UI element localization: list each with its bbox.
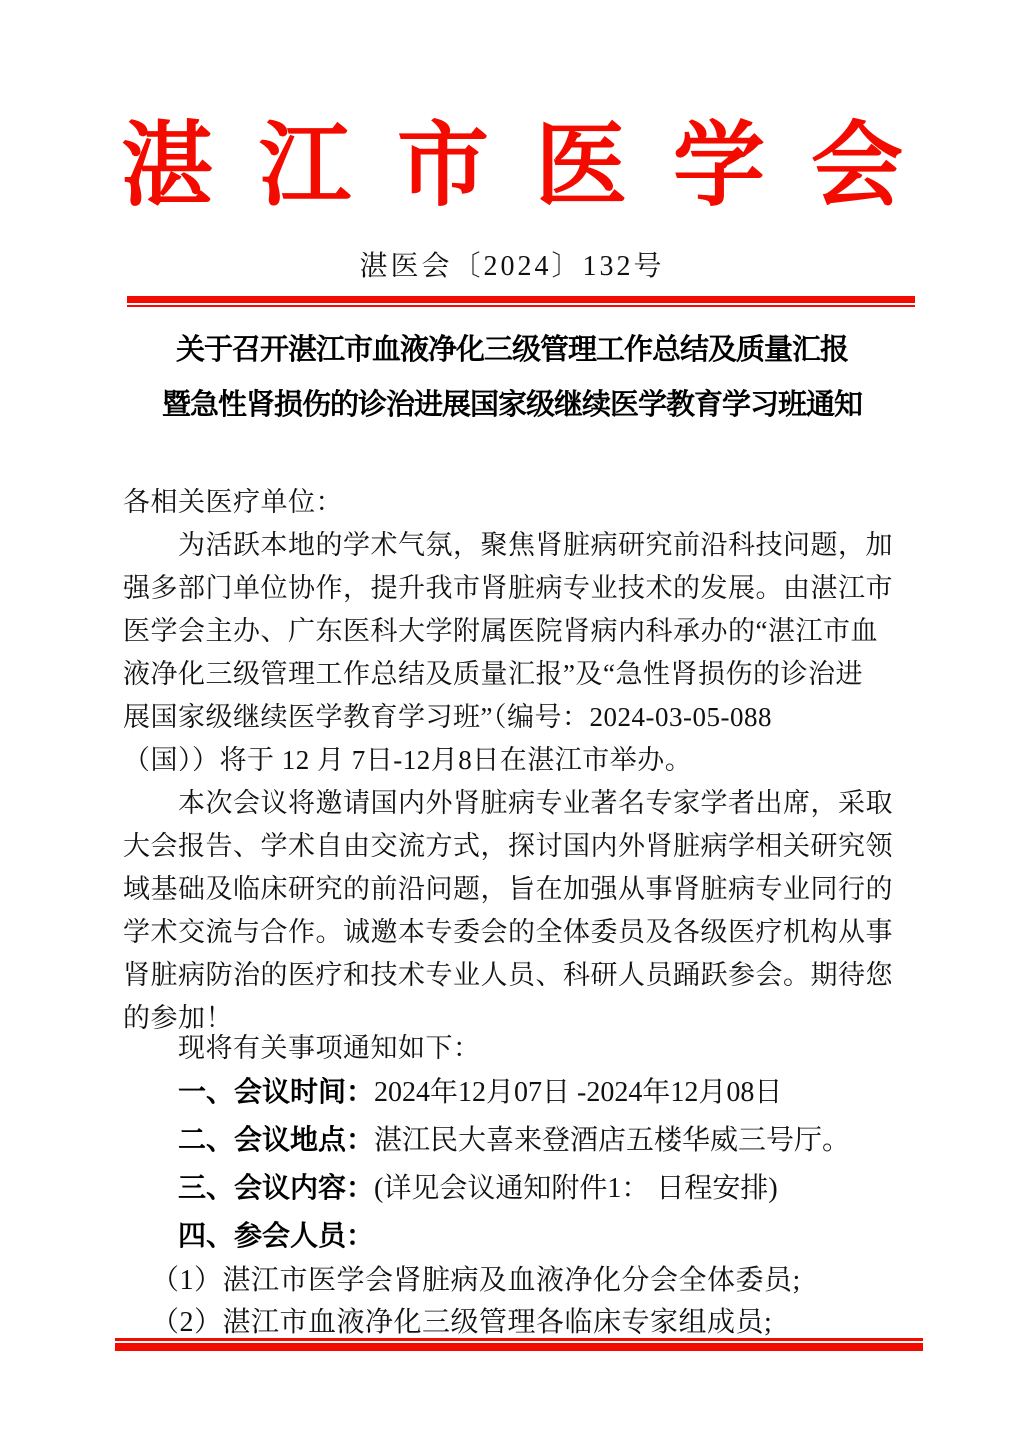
notice-item-2-label: 二、会议地点： — [178, 1124, 375, 1155]
paragraph-line: 学术交流与合作。诚邀本专委会的全体委员及各级医疗机构从事 — [123, 917, 893, 947]
document-title-line-2: 暨急性肾损伤的诊治进展国家级继续医学教育学习班通知 — [161, 389, 862, 421]
header-red-rule-thick — [127, 296, 915, 303]
notice-item-3 — [123, 1164, 913, 1212]
paragraph-line: 域基础及临床研究的前沿问题，旨在加强从事肾脏病专业同行的 — [123, 874, 893, 904]
paragraph-line: 强多部门单位协作，提升我市肾脏病专业技术的发展。由湛江市 — [123, 573, 893, 603]
paragraph-line: （国））将于 12 月 7日-12月8日在湛江市举办。 — [123, 745, 693, 775]
salutation: 各相关医疗单位： — [123, 487, 343, 517]
paragraph-line: 肾脏病防治的医疗和技术专业人员、科研人员踊跃参会。期待您 — [123, 960, 893, 990]
notice-item-4-label: 四、参会人员： — [178, 1220, 375, 1251]
document-body — [123, 481, 913, 1344]
notice-item-2-content: 湛江民大喜来登酒店五楼华威三号厅。 — [374, 1125, 851, 1156]
notice-item-2 — [123, 1116, 913, 1164]
document-title-line-1: 关于召开湛江市血液净化三级管理工作总结及质量汇报 — [175, 334, 848, 366]
document-number: 湛医会〔2024〕132号 — [359, 251, 665, 282]
notice-item-4 — [123, 1212, 913, 1260]
paragraph-line: 大会报告、学术自由交流方式，探讨国内外肾脏病学相关研究领 — [123, 831, 893, 861]
notice-item-3-label: 三、会议内容： — [178, 1172, 375, 1203]
participant-sub-item-2: （2）湛江市血液净化三级管理各临床专家组成员; — [151, 1307, 773, 1338]
paragraph-line: 展国家级继续医学教育学习班”（编号：2024-03-05-088 — [123, 702, 772, 732]
notice-item-1 — [123, 1068, 913, 1116]
notice-item-1-content: 2024年12月07日 -2024年12月08日 — [374, 1077, 783, 1108]
paragraph-line: 医学会主办、广东医科大学附属医院肾病内科承办的“湛江市血 — [123, 616, 878, 646]
header-red-rule-thin — [127, 305, 915, 307]
lead-in-line: 现将有关事项通知如下： — [178, 1033, 481, 1063]
notice-item-1-label: 一、会议时间： — [178, 1076, 375, 1107]
notice-item-3-content: (详见会议通知附件1： 日程安排) — [374, 1173, 778, 1204]
paragraph-line: 的参加！ — [123, 1003, 233, 1033]
header-red-rule — [127, 296, 915, 307]
organization-title: 湛江市医学会 — [120, 115, 949, 217]
paragraph-line: 液净化三级管理工作总结及质量汇报”及“急性肾损伤的诊治进 — [123, 659, 863, 689]
footer-red-rule-thick — [115, 1343, 923, 1351]
participant-sub-item-1: （1）湛江市医学会肾脏病及血液净化分会全体委员; — [151, 1265, 801, 1296]
paragraph-line: 本次会议将邀请国内外肾脏病专业著名专家学者出席，采取 — [178, 788, 893, 818]
paragraph-line: 为活跃本地的学术气氛，聚焦肾脏病研究前沿科技问题，加 — [178, 530, 893, 560]
